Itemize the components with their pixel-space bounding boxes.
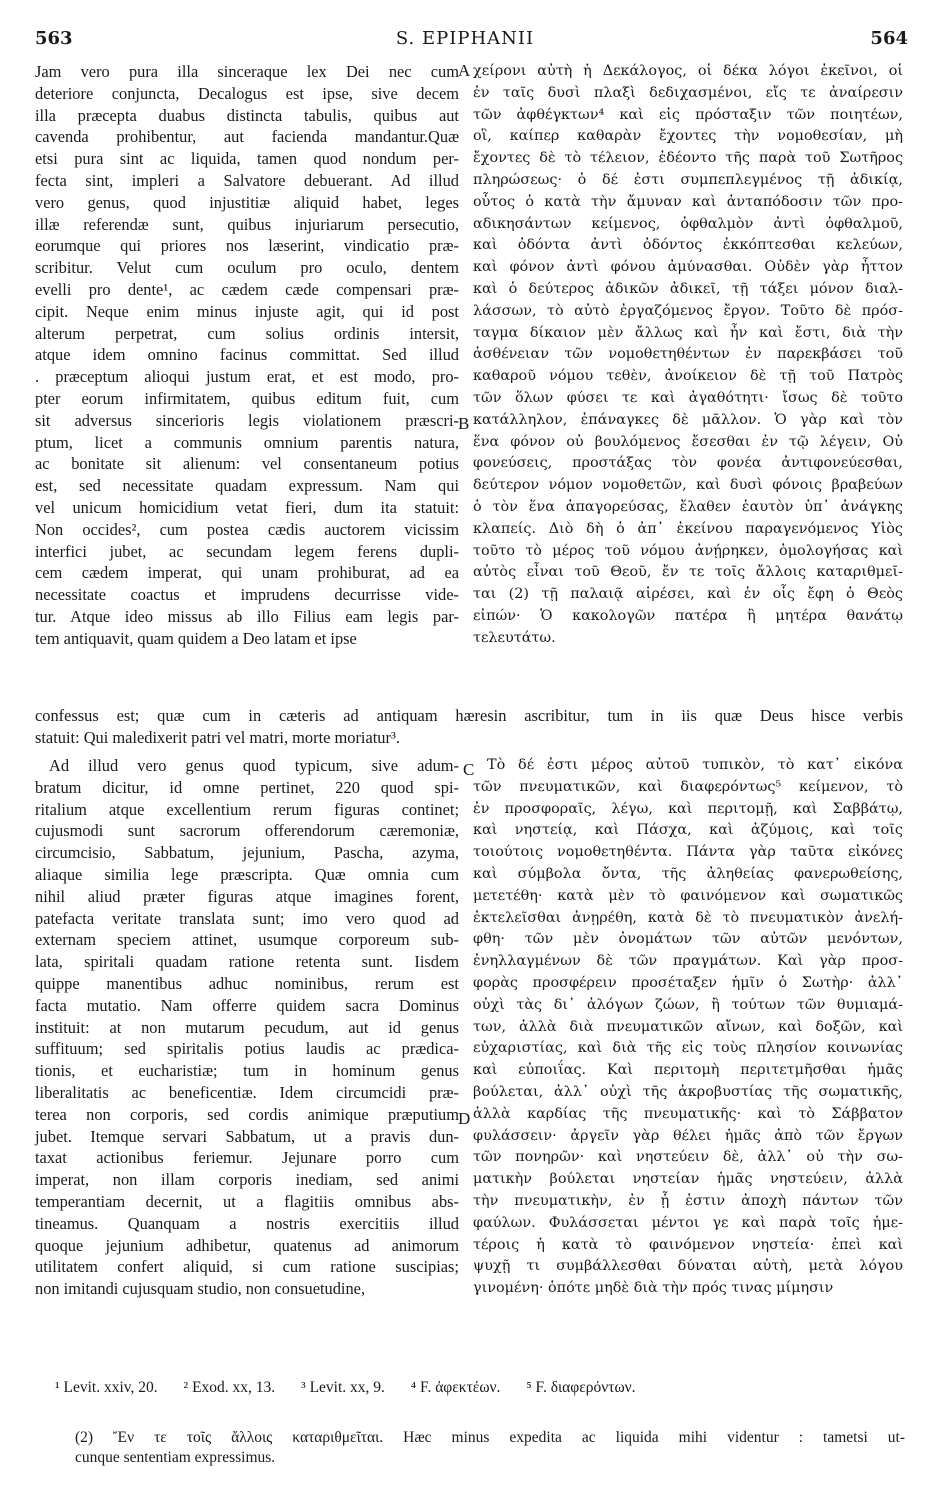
text-line: etsi pura sint ac liquida, tamen quod nondum per- [35, 149, 459, 169]
text-line: deteriore conjuncta, Decalogus est ipse, sive decem [35, 83, 459, 103]
text-line: αδικησάντων κείμενος, ὀφθαλμὸν ἀντὶ ὀφθαλμοῦ, [473, 215, 903, 232]
text-line: fecta sint, impleri a Salvatore debuerant. Ad illud [35, 170, 459, 190]
text-line: est, sed necessitate quadam expressum. Nam qui [35, 476, 459, 496]
text-line: illæ referendæ sunt, quibus injuriarum persecutio, [35, 214, 459, 234]
text-line: facta mutatio. Nam offerre quidem sacra Dominus [35, 995, 459, 1015]
margin-marker-d: D [458, 1109, 471, 1128]
text-line: tionis, et eucharistiæ; tum in hominum genus [35, 1061, 459, 1081]
latin-column-bottom [35, 755, 459, 1300]
text-line: φορὰς προσφέρειν προσέταξεν ἡμῖν ὁ Σωτὴρ· ἀλλ᾽ [473, 974, 903, 991]
text-line: ac bonitate sit alienum: vel consentaneum potius [35, 454, 459, 474]
text-line: tur. Atque ideo missus ab illo Filius eam legis par- [35, 606, 459, 626]
text-line: ptum, licet a communis omnium parentis natura, [35, 432, 459, 452]
text-line: καὶ ὁ δεύτερος ἀδικῶν ἀδικεῖ, τῇ τάξει μόνον διαλ- [473, 280, 903, 297]
text-line: . præceptum alioqui justum erat, et est modo, pro- [35, 367, 459, 387]
margin-marker-a: A [458, 61, 471, 80]
text-line: alterum perpetrat, cum solius ordinis intersit, [35, 323, 459, 343]
text-line: sit adversus sincerioris legis violationem præscri- [35, 410, 459, 430]
text-line: ἐν ταῖς δυσὶ πλαξὶ δεδιχασμένοι, εἴς τε ἀναίρεσιν [473, 84, 903, 101]
text-line: scribitur. Velut cum oculum pro oculo, dentem [35, 258, 459, 278]
text-line: liberalitatis ac beneficentiæ. Idem circumcidi præ- [35, 1082, 459, 1102]
text-line: πληρώσεως· ὁ δέ ἐστι συμπεπλεγμένος τῇ ἀδικίᾳ, [473, 171, 903, 188]
text-line: φονεύσεις, προστάξας τὸν φονέα ἀντιφονεύεσθαι, [473, 455, 903, 472]
text-line: τοιούτοις νομοθετηθέντα. Πάντα γὰρ ταῦτα εἰκόνες [473, 844, 903, 861]
text-line: ψυχῇ τι συμβάλλεσθαι δύναται αὐτὴ, μετὰ λόγου [473, 1258, 903, 1275]
text-line: circumcisio, Sabbatum, jejunium, Pascha, azyma, [35, 843, 459, 863]
text-line: τῶν πονηρῶν· καὶ νηστεύειν δὲ, ἀλλ᾽ οὐ τὴν σω- [473, 1149, 903, 1166]
text-line: τέροις ἡ κατὰ τὸ φαινόμενον νηστεία· ἐπεὶ καὶ [473, 1236, 903, 1253]
text-line: evelli pro dente¹, ac cædem cæde compensari præ- [35, 279, 459, 299]
text-line: ἔχοντες δὲ τὸ τέλειον, ἐδέοντο τῆς παρὰ τοῦ Σωτῆρος [473, 150, 903, 167]
text-line: taxat actionibus feriemur. Jejunare porro cum [35, 1148, 459, 1168]
text-line: ἐνηλλαγμένων δὲ τῶν πραγμάτων. Καὶ γὰρ προσ- [473, 953, 903, 970]
editor-note-line: cunque sententiam expressimus. [75, 1449, 276, 1466]
page-number-right: 564 [870, 28, 908, 49]
text-line: καὶ σύμβολα ὄντα, τῆς ἀληθείας φανερωθείσης, [473, 865, 903, 882]
text-line: καὶ ὀδόντα ἀντὶ ὀδόντος ἐκκόπτεσθαι κελεύων, [473, 237, 903, 254]
text-line: καθαροῦ νόμου τεθὲν, ἀνοίκειον δὲ τῇ τοῦ Πατρὸς [473, 368, 903, 385]
text-line: κλαπείς. Διὸ δὴ ὁ ἀπ᾽ ἐκείνου παραγενόμενος Υἱὸς [473, 520, 903, 537]
text-line: lata, spiritali quadam ratione retenta sunt. Iisdem [35, 952, 459, 972]
text-line: κατάλληλον, ἐπάναγκες δὲ μᾶλλον. Ὁ γὰρ καὶ τὸν [473, 411, 903, 428]
text-line: μετετέθη· κατὰ μὲν τὸ φαινόμενον καὶ σωματικῶς [473, 887, 903, 904]
footnote-2: ² Exod. xx, 13. [183, 1379, 276, 1396]
text-line: jubet. Itemque servari Sabbatum, ut a pravis dun- [35, 1126, 459, 1146]
text-line: terea non corporis, sed cordis animique præputium [35, 1104, 459, 1124]
text-line: ται (2) τῇ παλαιᾷ αἱρέσει, καὶ ἐν οἷς ἔφη ὁ Θεὸς [473, 586, 903, 603]
text-line: cipit. Neque enim minus injuste agit, qui id post [35, 301, 459, 321]
margin-marker-c: C [463, 760, 475, 779]
text-line: vel unicum homicidium vetat fieri, dum ita statuit: [35, 497, 459, 517]
text-line: necessitate coactus et imprudens decurrisse vide- [35, 585, 459, 605]
text-line: χείρονι αὐτὴ ἡ Δεκάλογος, οἱ δέκα λόγοι ἐκεῖνοι, οἱ [473, 63, 903, 79]
text-line: τῶν πνευματικῶν, καὶ διαφερόντως⁵ κείμενον, τὸ [473, 778, 903, 795]
text-line: ὁ τὸν ἕνα ἀπαγορεύσας, ἔλαθεν ἑαυτὸν ὑπ᾽ ἀνάγκης [473, 498, 903, 515]
text-line: cem cædem imperat, qui unam prohiburat, ad ea [35, 563, 459, 583]
text-line: tineamus. Quanquam a nostris exercitiis illud [35, 1213, 459, 1233]
text-line: Τὸ δέ ἐστι μέρος αὐτοῦ τυπικὸν, τὸ κατ᾽ εἰκόνα [487, 757, 903, 773]
full-width-paragraph [35, 705, 903, 749]
footnote-4: ⁴ F. ἀφεκτέων. [410, 1379, 501, 1396]
text-line: τὴν πνευματικὴν, ἐν ᾗ ἐστιν ἀποχὴ πάντων τῶν [473, 1192, 903, 1209]
text-line: γινομένη· ὁπότε μηδὲ διὰ τὴν πρός τινας μίμησιν [473, 1280, 834, 1297]
text-line: Ad illud vero genus quod typicum, sive adum- [49, 756, 459, 775]
text-line: nihil aliud præter figuras atque imagines forent, [35, 886, 459, 906]
text-line: interfici jubet, ac secundam legem ferens dupli- [35, 541, 459, 561]
text-line: cujusmodi sunt sacrorum offerendorum cæremoniæ, [35, 821, 459, 841]
text-line: Jam vero pura illa sinceraque lex Dei nec cum [35, 62, 459, 81]
text-line: των, ἀλλὰ διὰ πνευματικῶν αἴνων, καὶ δοξῶν, καὶ [473, 1018, 903, 1035]
text-line: imperat, non illam corporis inediam, sed animi [35, 1170, 459, 1190]
text-line: τῶν ὅλων φύσει τε καὶ ἀγαθότητι· ἴσως δὲ τοῦτο [473, 389, 903, 406]
text-line: αὐτὸς εἶναι τοῦ Θεοῦ, ἔν τε τοῖς ἄλλοις καταριθμεῖ- [473, 564, 903, 581]
text-line: illa præcepta duabus distincta tabulis, quibus aut [35, 105, 459, 125]
text-line: confessus est; quæ cum in cæteris ad antiquam hæresin ascribitur, tum in iis quæ Deus hisce verbis [35, 706, 903, 725]
running-title: S. EPIPHANII [395, 28, 535, 49]
text-line: eorumque qui priores nos læserint, vindicatio præ- [35, 236, 459, 256]
text-line: λάσσων, τὸ αὐτὸ ἐργαζόμενος ἔργον. Τοῦτο δὲ πρόσ- [473, 302, 903, 319]
greek-column-top [473, 61, 903, 650]
text-line: φυλάσσειν· ἀργεῖν γὰρ θέλει ἡμᾶς ἀπὸ τῶν ἔργων [473, 1127, 903, 1144]
text-line: καὶ φόνον ἀντὶ φόνου ἀμύνασθαι. Οὐδὲν γὰρ ἧττον [473, 259, 903, 276]
text-line: non imitandi cujusquam studio, non consuetudine, [35, 1279, 366, 1299]
text-line: ἀσθένειαν τῶν νομοθετηθέντων ἐν παρεκβάσει τοῦ [473, 346, 903, 363]
text-line: οὗτος ὁ κατὰ τὴν ἄμυναν καὶ ἀνταπόδοσιν τῶν προ- [473, 193, 903, 210]
text-line: instituit: at non mutarum pecudum, aut id genus [35, 1017, 459, 1037]
text-line: pter eorum infirmitatem, quibus editum fuit, cum [35, 388, 459, 408]
text-line: εὐχαριστίας, καὶ διὰ τῆς εἰς τοὺς πλησίον κοινωνίας [473, 1040, 903, 1057]
text-line: quoque jejunium adhibetur, quatenus ad animorum [35, 1235, 459, 1255]
text-line: εἰπών· Ὁ κακολογῶν πατέρα ἢ μητέρα θανάτῳ [473, 607, 903, 624]
text-line: καὶ εὐποιΐας. Καὶ περιτομὴ περιτετμῆσθαι ἡμᾶς [473, 1062, 903, 1079]
text-line: ἕνα φόνον οὐ βουλόμενος ἔσεσθαι ἐν τῷ λέγειν, Οὐ [473, 433, 903, 450]
text-line: τοῦτο τὸ μέρος τοῦ νόμου ἀνῄρηκεν, ὁμολογήσας καὶ [473, 542, 903, 559]
text-line: φθη· τῶν μὲν ὀνομάτων τῶν αὐτῶν μενόντων, [473, 931, 903, 948]
margin-marker-b: B [458, 414, 470, 433]
text-line: quippe manentibus adhuc nominibus, rerum est [35, 973, 459, 993]
text-line: δεύτερον νόμον νομοθετῶν, καὶ δυσὶ φόνοις βραβεύων [473, 477, 903, 494]
text-line: suffituum; sed spiritalis potius laudis ac prædica- [35, 1039, 459, 1059]
footnote-5: ⁵ F. διαφερόντων. [526, 1379, 636, 1396]
text-line: atque idem omnino facinus committat. Sed illud [35, 345, 459, 365]
text-line: externam speciem attinet, usumque corporeum sub- [35, 930, 459, 950]
text-line: Non occides², cum postea cædis auctorem vicissim [35, 519, 459, 539]
text-line: ματικὴν βούλεται νηστείαν ἡμᾶς νηστεύειν, ἀλλὰ [473, 1171, 903, 1188]
text-line: statuit: Qui maledixerit patri vel matri, morte moriatur³. [35, 727, 400, 747]
text-line: utilitatem confert aliquid, si cum ratione suscipias; [35, 1257, 459, 1277]
text-line: οὐχὶ τὰς δι᾽ ἀλόγων ζώων, ἢ τούτων τῶν θυμιαμά- [473, 996, 903, 1013]
footnote-3: ³ Levit. xx, 9. [301, 1379, 385, 1396]
text-line: cavenda prohibentur, aut facienda mandantur.Quæ [35, 127, 459, 147]
footnote-1: ¹ Levit. xxiv, 20. [55, 1379, 158, 1396]
text-line: ἐκτελεῖσθαι ἀνῃρέθη, κατὰ δὲ τὸ πνευματικὸν ἀνελή- [473, 909, 903, 926]
page-number-left: 563 [35, 28, 73, 49]
text-line: bratum dicitur, id omne pertinet, 220 quod spi- [35, 777, 459, 797]
text-line: βούλεται, ἀλλ᾽ οὐχὶ τῆς ἀκροβυστίας τῆς σωματικῆς, [473, 1083, 903, 1100]
text-line: vero genus, quod injustitiæ aliquid habet, leges [35, 192, 459, 212]
editor-note-line: (2) Ἔν τε τοῖς ἄλλοις καταριθμεῖται. Hæc minus expedita ac liquida mihi videntur : tametsi ut- [75, 1429, 905, 1446]
latin-column-top [35, 61, 459, 650]
footnotes [55, 1379, 925, 1397]
text-line: tem antiquavit, quam quidem a Deo latam et ipse [35, 628, 357, 648]
text-line: καὶ νηστείᾳ, καὶ Πάσχα, καὶ ἀζύμοις, καὶ τοῖς [473, 822, 903, 839]
text-line: aliaque similia lege præscripta. Quæ omnia cum [35, 864, 459, 884]
greek-column-bottom [473, 755, 903, 1300]
editor-note [75, 1428, 905, 1468]
text-line: ritalium atque excellentium rerum figuras continet; [35, 799, 459, 819]
text-line: ἀλλὰ καρδίας τῆς πνευματικῆς· καὶ τὸ Σάββατον [473, 1105, 903, 1122]
text-line: patefacta veritate translata sunt; imo vero quod ad [35, 908, 459, 928]
text-line: τῶν ἀφθέγκτων⁴ καὶ εἰς πρόσταξιν τῶν ποιητέων, [473, 106, 903, 123]
text-line: ἐν προσφοραῖς, λέγω, καὶ περιτομῇ, καὶ Σαββάτῳ, [473, 800, 903, 817]
text-line: φαύλων. Φυλάσσεται μέντοι γε καὶ παρὰ τοῖς ἡμε- [473, 1214, 903, 1231]
text-line: τελευτάτω. [473, 629, 556, 646]
text-line: temperantiam decernit, ut a flagitiis omnibus abs- [35, 1191, 459, 1211]
text-line: ταγμα δίκαιον μὲν ἄλλως καὶ ἦν καὶ ἔστι, διὰ τὴν [473, 324, 903, 341]
text-line: οἳ, καίπερ καθαρὰν ἔχοντες τὴν νομοθεσίαν, μὴ [473, 128, 903, 145]
